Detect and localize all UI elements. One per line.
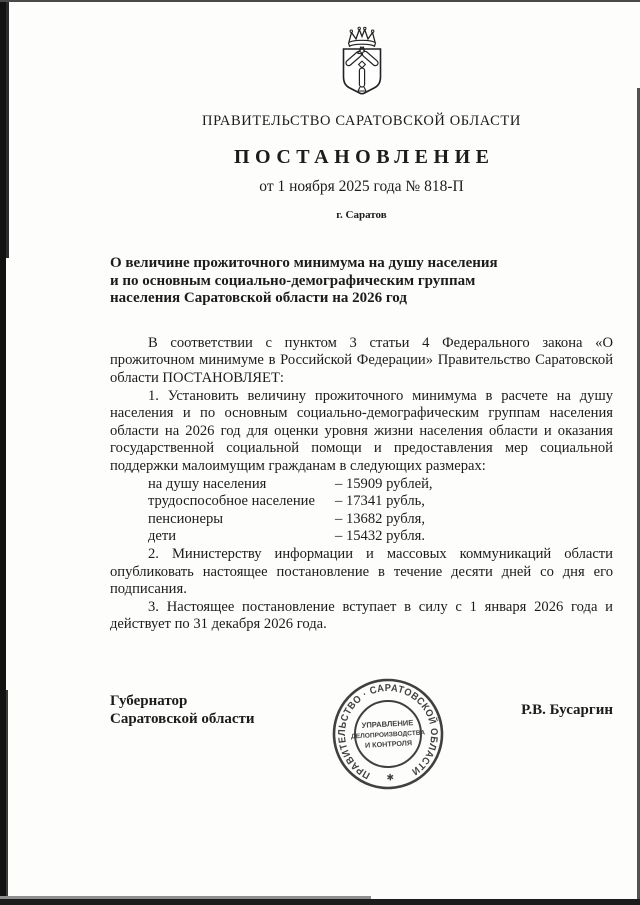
amount-row [110, 511, 613, 529]
amount-row [110, 528, 613, 546]
stamp-center-line: УПРАВЛЕНИЕ [361, 718, 414, 730]
stamp-star-symbol: ✱ [386, 773, 395, 784]
amount-label: трудоспособное население [148, 493, 315, 510]
position-line: Саратовской области [110, 711, 255, 728]
coat-of-arms-icon [324, 26, 400, 101]
paragraph-item-1: 1. Установить величину прожиточного минимума в расчете на душу населения и по основным социально-демографическим группам населения области на 2026 год для оценки уровня жизни населения области и оказания государственной социальной помощи и предоставления мер социальной поддержки малоимущим гражданам в следующих размерах: [110, 387, 613, 474]
document-type-title: ПОСТАНОВЛЕНИЕ [234, 146, 495, 168]
position-line: Губернатор [110, 692, 188, 709]
stamp-center-line: И КОНТРОЛЯ [364, 738, 413, 750]
document-subject [110, 255, 613, 308]
scan-edge-left-bottom [6, 690, 8, 905]
amount-value: – 15909 рублей, [335, 475, 433, 492]
stamp-ring-text: ПРАВИТЕЛЬСТВО · САРАТОВСКОЙ ОБЛАСТИ [336, 682, 440, 781]
subject-line: населения Саратовской области на 2026 год [110, 290, 407, 307]
amount-label: на душу населения [148, 475, 267, 492]
amount-row [110, 493, 613, 511]
subject-line: О величине прожиточного минимума на душу населения [110, 255, 498, 271]
government-name: ПРАВИТЕЛЬСТВО САРАТОВСКОЙ ОБЛАСТИ [202, 113, 521, 129]
subject-line: и по основным социально-демографическим группам [110, 272, 476, 289]
official-round-stamp [325, 671, 451, 797]
amount-value: – 17341 рубль, [335, 493, 425, 510]
document-content [110, 0, 613, 729]
document-body [110, 335, 613, 634]
amount-row [110, 476, 613, 494]
amount-label: дети [148, 528, 177, 545]
amount-value: – 13682 рубля, [335, 510, 425, 527]
paragraph-preamble: В соответствии с пунктом 3 статьи 4 Федерального закона «О прожиточном минимуме в Российской Федерации» Правительство Саратовской области ПОСТАНОВЛЯЕТ: [110, 334, 613, 386]
document-date-number: от 1 ноября 2025 года № 818-П [259, 178, 464, 195]
signatory-position [110, 692, 255, 729]
stamp-center-line: ДЕЛОПРОИЗВОДСТВА [350, 729, 426, 741]
amount-value: – 15432 рубля. [335, 528, 425, 545]
signatory-name: Р.В. Бусаргин [521, 702, 613, 719]
paragraph-item-3: 3. Настоящее постановление вступает в силу с 1 января 2026 года и действует по 31 декабря 2026 года. [110, 598, 613, 633]
document-header [110, 0, 613, 221]
scan-edge-bottom [0, 899, 640, 905]
amount-label: пенсионеры [148, 510, 224, 527]
scan-edge-left-top [6, 0, 9, 258]
paragraph-item-2: 2. Министерству информации и массовых коммуникаций области опубликовать настоящее постановление в течение десяти дней со дня его подписания. [110, 545, 613, 598]
document-city: г. Саратов [336, 209, 387, 221]
